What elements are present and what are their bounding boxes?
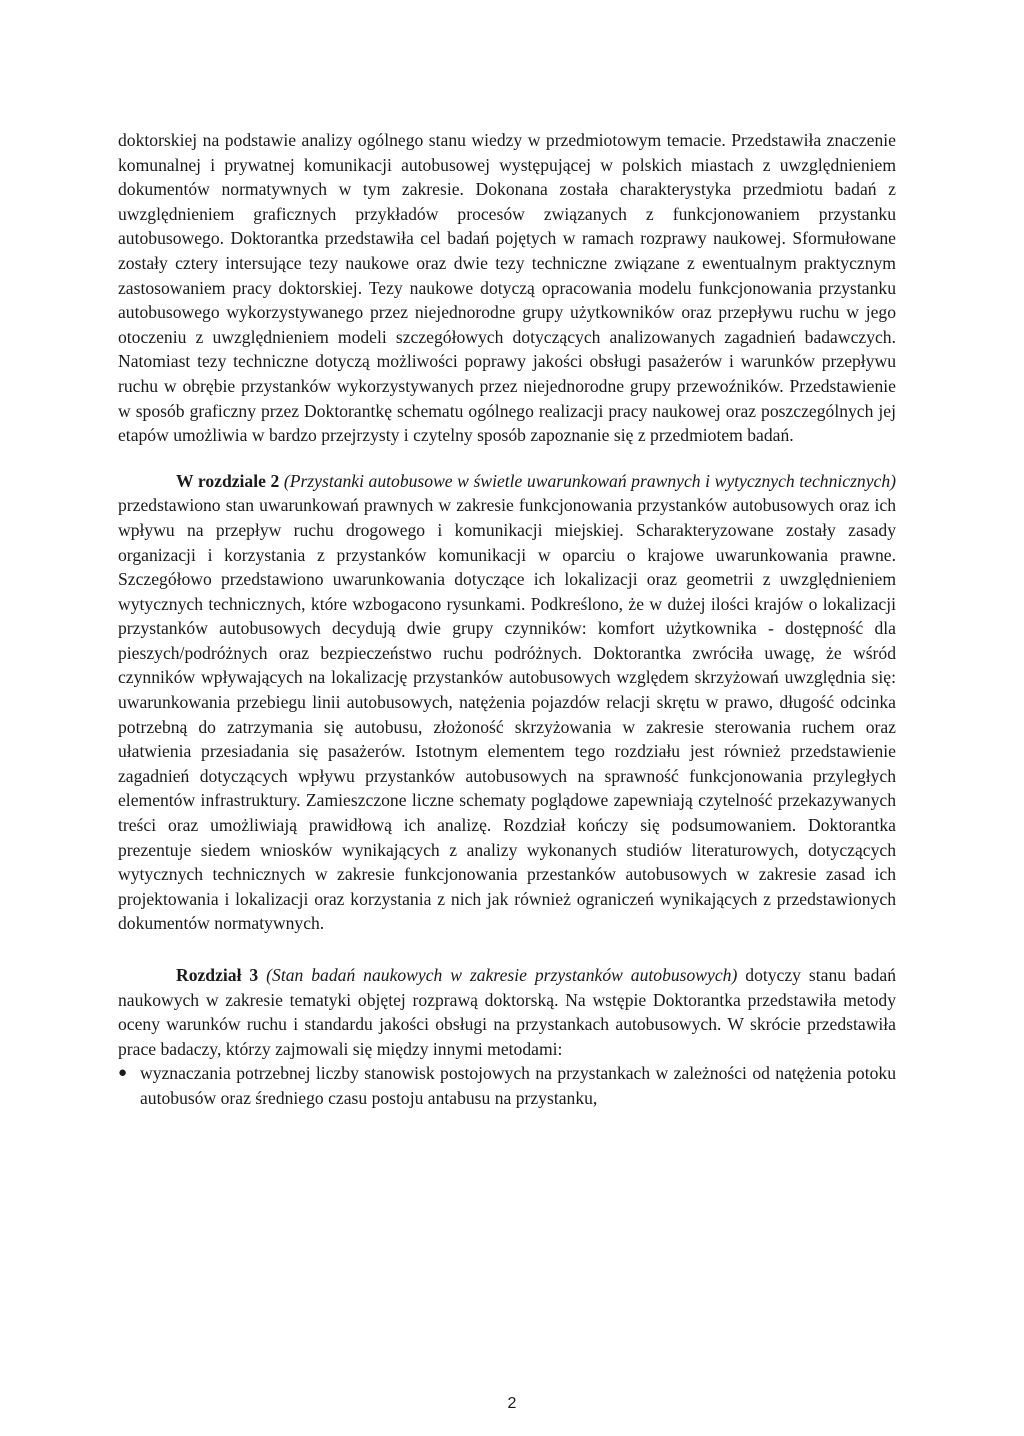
- bullet-list: [118, 1061, 896, 1110]
- paragraph-chapter-3: [118, 963, 896, 1061]
- chapter-3-lead: Rozdział 3: [176, 965, 259, 985]
- paragraph-chapter-2: [118, 469, 896, 936]
- list-item: [118, 1061, 896, 1110]
- paragraph-intro: doktorskiej na podstawie analizy ogólnego stanu wiedzy w przedmiotowym temacie. Przedstawiła znaczenie komunalnej i prywatnej komunikacji autobusowej występującej w polskich miastach z uwzględnieniem dokumentów normatywnych w tym zakresie. Dokonana została charakterystyka przedmiotu badań z uwzględnieniem graficznych przykładów procesów związanych z funkcjonowaniem przystanku autobusowego. Doktorantka przedstawiła cel badań pojętych w ramach rozprawy naukowej. Sformułowane zostały cztery intersujące tezy naukowe oraz dwie tezy techniczne związane z ewentualnym praktycznym zastosowaniem pracy doktorskiej. Tezy naukowe dotyczą opracowania modelu funkcjonowania przystanku autobusowego wykorzystywanego przez niejednorodne grupy użytkowników oraz przepływu ruchu w jego otoczeniu z uwzględnieniem modeli szczegółowych dotyczących analizowanych zagadnień badawczych. Natomiast tezy techniczne dotyczą możliwości poprawy jakości obsługi pasażerów i warunków przepływu ruchu w obrębie przystanków wykorzystywanych przez niejednorodne grupy przewoźników. Przedstawienie w sposób graficzny przez Doktorantkę schematu ogólnego realizacji pracy naukowej oraz poszczególnych jej etapów umożliwia w bardzo przejrzysty i czytelny sposób zapoznanie się z przedmiotem badań.: [118, 130, 896, 446]
- page-number: 2: [507, 1395, 517, 1412]
- chapter-3-title: (Stan badań naukowych w zakresie przystanków autobusowych): [266, 965, 738, 985]
- chapter-2-lead: W rozdziale 2: [176, 470, 280, 491]
- bullet-icon: ●: [118, 1065, 128, 1082]
- chapter-3-body: dotyczy stanu badań naukowych w zakresie tematyki objętej rozprawą doktorską. Na wstępie Doktorantka przedstawiła metody oceny warunków ruchu i standardu jakości obsługi na przystankach autobusowych. W skrócie przedstawiła prace badaczy, którzy zajmowali się między innymi metodami:: [118, 965, 897, 1059]
- list-item-text: wyznaczania potrzebnej liczby stanowisk postojowych na przystankach w zależności od natężenia potoku autobusów oraz średniego czasu postoju antabusu na przystanku,: [140, 1063, 896, 1108]
- chapter-2-title: (Przystanki autobusowe w świetle uwarunkowań prawnych i wytycznych technicznych): [283, 470, 896, 491]
- document-page: [118, 128, 896, 1111]
- chapter-2-body: przedstawiono stan uwarunkowań prawnych w zakresie funkcjonowania przystanków autobusowych oraz ich wpływu na przepływ ruchu drogowego i komunikacji miejskiej. Scharakteryzowane zostały zasady organizacji i korzystania z przystanków komunikacji w oparciu o krajowe uwarunkowania prawne. Szczegółowo przedstawiono uwarunkowania dotyczące ich lokalizacji oraz geometrii z uwzględnieniem wytycznych technicznych, które wzbogacono rysunkami. Podkreślono, że w dużej ilości krajów o lokalizacji przystanków autobusowych decydują dwie grupy czynników: komfort użytkownika - dostępność dla pieszych/podróżnych oraz bezpieczeństwo ruchu podróżnych. Doktorantka zwróciła uwagę, że wśród czynników wpływających na lokalizację przystanków autobusowych względem skrzyżowań uwzględnia się: uwarunkowania przebiegu linii autobusowych, natężenia pojazdów relacji skrętu w prawo, długość odcinka potrzebną do zatrzymania się autobusu, złożoność skrzyżowania w zakresie sterowania ruchem oraz ułatwienia przesiadania się pasażerów. Istotnym elementem tego rozdziału jest również przedstawienie zagadnień dotyczących wpływu przystanków autobusowych na sprawność funkcjonowania przyległych elementów infrastruktury. Zamieszczone liczne schematy poglądowe zapewniają czytelność przekazywanych treści oraz umożliwiają prawidłową ich analizę. Rozdział kończy się podsumowaniem. Doktorantka prezentuje siedem wniosków wynikających z analizy wykonanych studiów literaturowych, dotyczących wytycznych technicznych w zakresie funkcjonowania przestanków autobusowych w zakresie zasad ich projektowania i lokalizacji oraz korzystania z nich jak również ograniczeń wynikających z przedstawionych dokumentów normatywnych.: [118, 495, 896, 934]
